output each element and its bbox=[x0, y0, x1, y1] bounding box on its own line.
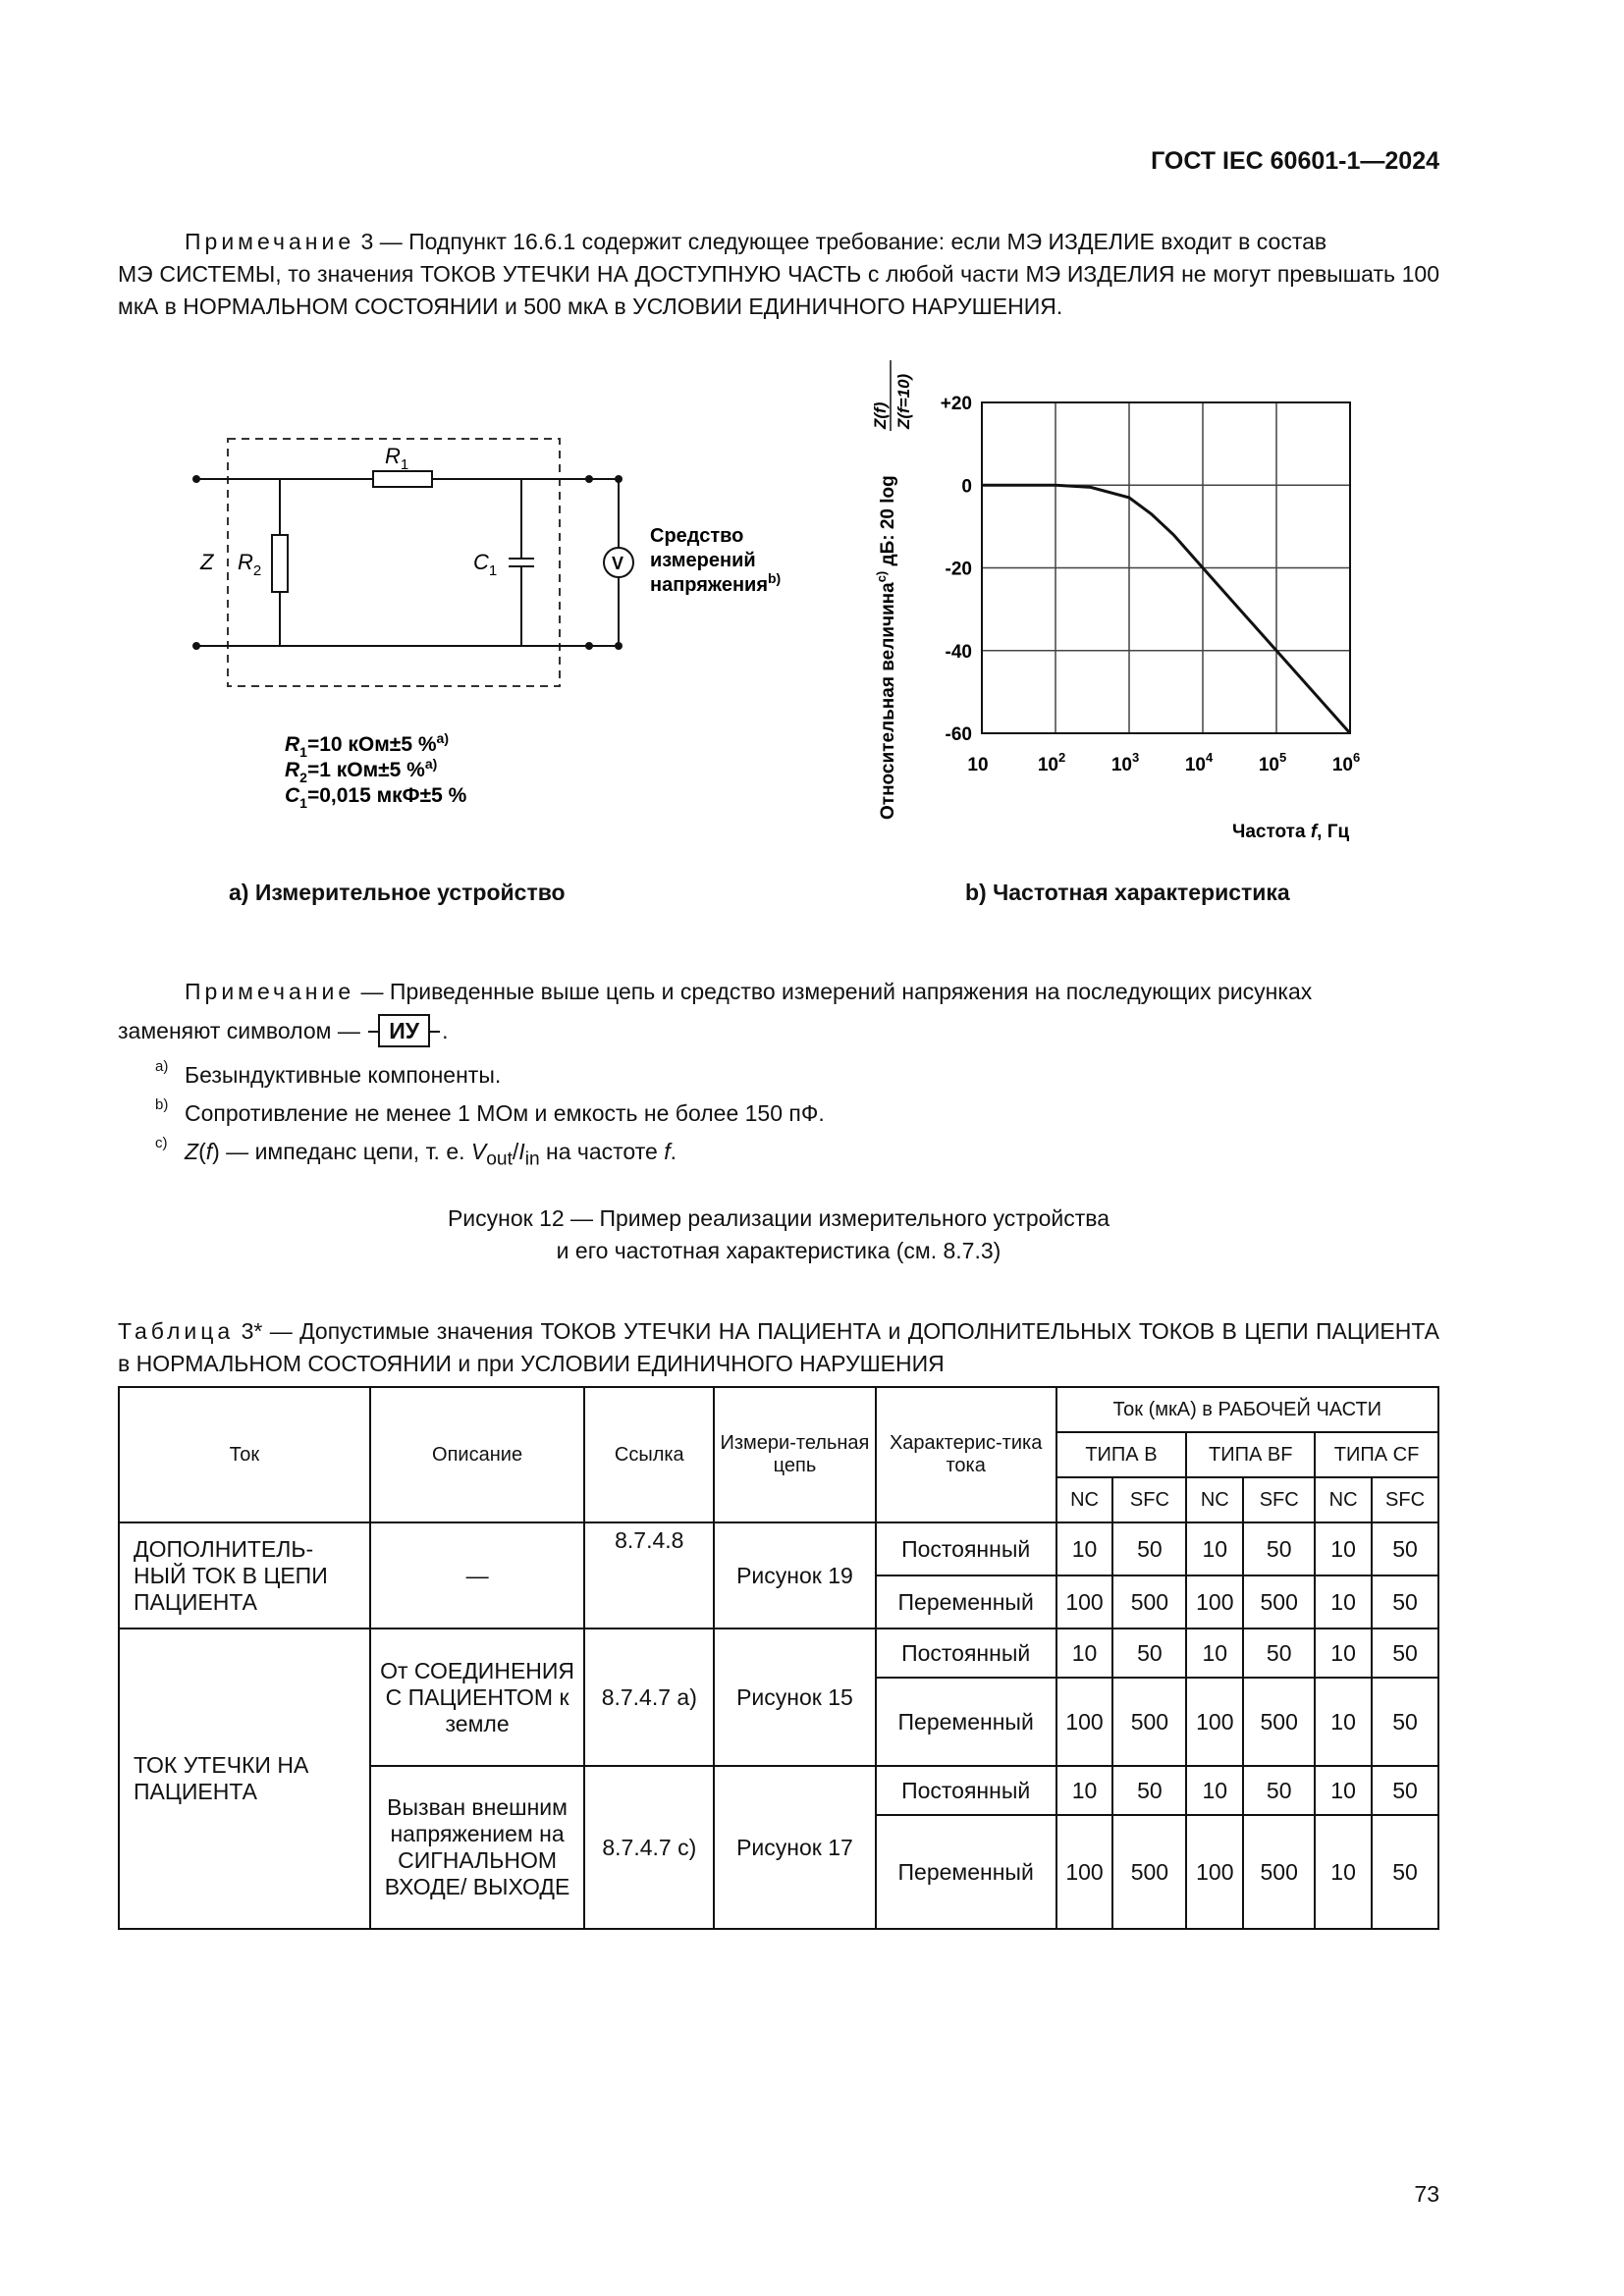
iu-symbol: ИУ bbox=[378, 1014, 430, 1047]
header-nc: NC bbox=[1315, 1477, 1372, 1522]
frequency-response-chart bbox=[854, 353, 1404, 854]
note-label: Примечание bbox=[185, 229, 355, 254]
cell-description: Вызван внешним напряжением на СИГНАЛЬНОМ ВХОДЕ/ ВЫХОДЕ bbox=[370, 1766, 585, 1929]
r1-label: $R_1$ bbox=[385, 444, 409, 473]
spec-c1: $C_1=0,015$ мкФ±5 % bbox=[285, 784, 467, 811]
header-type-b: ТИПА В bbox=[1056, 1432, 1187, 1477]
cell-value: 100 bbox=[1056, 1815, 1113, 1929]
y-tick-label: -60 bbox=[945, 724, 972, 745]
cell-value: 10 bbox=[1315, 1522, 1372, 1575]
meter-line1: Средство bbox=[650, 525, 744, 547]
spec-r2: $R_2=1$ кОм±5 %$^{a)}$ bbox=[285, 756, 438, 785]
cell-value: 10 bbox=[1186, 1629, 1243, 1678]
table-row bbox=[119, 1629, 1438, 1678]
header-sfc: SFC bbox=[1372, 1477, 1438, 1522]
cell-value: 10 bbox=[1315, 1815, 1372, 1929]
chart-grid bbox=[982, 402, 1350, 733]
cell-characteristic: Переменный bbox=[876, 1815, 1056, 1929]
cell-value: 50 bbox=[1112, 1629, 1186, 1678]
cell-description: — bbox=[370, 1522, 585, 1629]
series-line bbox=[982, 485, 1350, 733]
note-label: Примечание bbox=[185, 979, 355, 1004]
cell-value: 50 bbox=[1243, 1629, 1315, 1678]
spec-r1: $R_1=10$ кОм±5 %$^{a)}$ bbox=[285, 730, 449, 760]
note-text-line1: 3 — Подпункт 16.6.1 содержит следующее требование: если МЭ ИЗДЕЛИЕ входит в состав bbox=[354, 229, 1327, 254]
x-axis-label: Частота f, Гц bbox=[1232, 822, 1350, 842]
cell-value: 100 bbox=[1056, 1678, 1113, 1766]
y-frac-num: Z(f) bbox=[871, 401, 890, 429]
cell-value: 10 bbox=[1056, 1629, 1113, 1678]
x-tick-label: 10 bbox=[967, 755, 989, 775]
cell-description: От СОЕДИНЕНИЯ С ПАЦИЕНТОМ к земле bbox=[370, 1629, 585, 1766]
cell-characteristic: Постоянный bbox=[876, 1766, 1056, 1815]
cell-value: 50 bbox=[1372, 1678, 1438, 1766]
figure-caption: Рисунок 12 — Пример реализации измерительного устройства и его частотная характеристика (см. 8.7.3) bbox=[447, 1205, 1110, 1263]
cell-value: 10 bbox=[1056, 1522, 1113, 1575]
header-applied-part: Ток (мкА) в РАБОЧЕЙ ЧАСТИ bbox=[1056, 1387, 1438, 1432]
x-tick-label: $10^5$ bbox=[1258, 750, 1287, 775]
caption-a: а) Измерительное устройство bbox=[229, 880, 566, 905]
cell-value: 50 bbox=[1112, 1766, 1186, 1815]
cell-value: 50 bbox=[1372, 1629, 1438, 1678]
header-reference: Ссылка bbox=[584, 1387, 714, 1522]
cell-value: 500 bbox=[1112, 1678, 1186, 1766]
page-number: 73 bbox=[1414, 2181, 1439, 2207]
cell-circuit: Рисунок 19 bbox=[714, 1522, 876, 1629]
cell-characteristic: Постоянный bbox=[876, 1629, 1056, 1678]
y-tick-label: 0 bbox=[961, 476, 972, 498]
leakage-current-table bbox=[118, 1386, 1439, 1930]
header-sfc: SFC bbox=[1112, 1477, 1186, 1522]
x-tick-label: $10^4$ bbox=[1184, 750, 1214, 775]
cell-value: 500 bbox=[1112, 1815, 1186, 1929]
cell-value: 50 bbox=[1372, 1766, 1438, 1815]
x-tick-label: $10^3$ bbox=[1110, 750, 1140, 775]
meter-line3: напряжения$^{b)}$ bbox=[650, 570, 782, 596]
cell-value: 100 bbox=[1056, 1575, 1113, 1629]
document-header: ГОСТ IEC 60601-1—2024 bbox=[1151, 147, 1439, 175]
cell-value: 50 bbox=[1372, 1815, 1438, 1929]
cell-circuit: Рисунок 15 bbox=[714, 1629, 876, 1766]
v-label: V bbox=[612, 554, 624, 573]
cell-reference: 8.7.4.7 а) bbox=[584, 1629, 714, 1766]
note-iu bbox=[118, 972, 1439, 1050]
header-description: Описание bbox=[370, 1387, 585, 1522]
cell-value: 10 bbox=[1315, 1678, 1372, 1766]
cell-value: 10 bbox=[1315, 1766, 1372, 1815]
cell-value: 500 bbox=[1243, 1678, 1315, 1766]
y-frac-den: Z(f=10) bbox=[894, 373, 913, 429]
meter-line2: измерений bbox=[650, 550, 756, 571]
footnote-c: c) Z(f) — импеданс цепи, т. е. $V_{out}/I_{in}$ на частоте f. bbox=[155, 1135, 677, 1170]
header-circuit: Измери-тельная цепь bbox=[714, 1387, 876, 1522]
note-3 bbox=[118, 226, 1439, 323]
note-iu-line2: заменяют символом — bbox=[118, 1018, 367, 1043]
svg-text:Относительная величинаc) дБ: 2: Относительная величина$^{c)}$ дБ: 20 log bbox=[874, 475, 898, 820]
cell-value: 100 bbox=[1186, 1815, 1243, 1929]
footnote-b: b) Сопротивление не менее 1 МОм и емкость не более 150 пФ. bbox=[155, 1096, 825, 1126]
x-tick-label: $10^2$ bbox=[1037, 750, 1066, 775]
table-row bbox=[119, 1522, 1438, 1575]
cell-value: 10 bbox=[1056, 1766, 1113, 1815]
x-tick-label: $10^6$ bbox=[1331, 750, 1361, 775]
y-tick-label: +20 bbox=[940, 394, 972, 414]
header-current: Ток bbox=[119, 1387, 370, 1522]
cell-value: 500 bbox=[1112, 1575, 1186, 1629]
footnote-a: a) Безындуктивные компоненты. bbox=[155, 1058, 502, 1088]
resistor-r2 bbox=[272, 535, 288, 592]
z-label: Z bbox=[200, 550, 214, 574]
note-iu-end: . bbox=[442, 1018, 449, 1043]
x-tick-labels bbox=[967, 750, 1360, 775]
cell-value: 500 bbox=[1243, 1575, 1315, 1629]
cell-current: ДОПОЛНИТЕЛЬ-НЫЙ ТОК В ЦЕПИ ПАЦИЕНТА bbox=[119, 1522, 370, 1629]
cell-value: 10 bbox=[1186, 1522, 1243, 1575]
r2-label: $R_2$ bbox=[238, 550, 262, 579]
cell-value: 50 bbox=[1372, 1522, 1438, 1575]
cell-characteristic: Постоянный bbox=[876, 1522, 1056, 1575]
cell-value: 10 bbox=[1315, 1629, 1372, 1678]
cell-value: 50 bbox=[1243, 1522, 1315, 1575]
cell-value: 50 bbox=[1112, 1522, 1186, 1575]
c1-label: $C_1$ bbox=[473, 550, 498, 579]
header-characteristic: Характерис-тика тока bbox=[876, 1387, 1056, 1522]
cell-value: 500 bbox=[1243, 1815, 1315, 1929]
header-nc: NC bbox=[1186, 1477, 1243, 1522]
note-text-rest: МЭ СИСТЕМЫ, то значения ТОКОВ УТЕЧКИ НА ДОСТУПНУЮ ЧАСТЬ с любой части МЭ ИЗДЕЛИЯ не могут превышать 100 мкА в НОРМАЛЬНОМ СОСТОЯНИИ и 500 мкА в УСЛОВИИ ЕДИНИЧНОГО НАРУШЕНИЯ. bbox=[118, 261, 1439, 319]
cell-circuit: Рисунок 17 bbox=[714, 1766, 876, 1929]
circuit-diagram bbox=[177, 422, 844, 825]
cell-characteristic: Переменный bbox=[876, 1575, 1056, 1629]
resistor-r1 bbox=[373, 471, 432, 487]
cell-reference: 8.7.4.7 c) bbox=[584, 1766, 714, 1929]
cell-value: 10 bbox=[1186, 1766, 1243, 1815]
cell-value: 100 bbox=[1186, 1678, 1243, 1766]
cell-value: 100 bbox=[1186, 1575, 1243, 1629]
header-type-cf: ТИПА CF bbox=[1315, 1432, 1438, 1477]
table-title: Таблица 3* — Допустимые значения ТОКОВ УТЕЧКИ НА ПАЦИЕНТА и ДОПОЛНИТЕЛЬНЫХ ТОКОВ В ЦЕПИ ПАЦИЕНТА в НОРМАЛЬНОМ СОСТОЯНИИ и при УСЛОВИИ ЕДИНИЧНОГО НАРУШЕНИЯ bbox=[118, 1318, 1439, 1376]
cell-current: ТОК УТЕЧКИ НА ПАЦИЕНТА bbox=[119, 1629, 370, 1929]
y-axis-label bbox=[871, 360, 913, 820]
cell-reference: 8.7.4.8 bbox=[584, 1522, 714, 1629]
header-nc: NC bbox=[1056, 1477, 1113, 1522]
cell-value: 50 bbox=[1243, 1766, 1315, 1815]
cell-characteristic: Переменный bbox=[876, 1678, 1056, 1766]
note-iu-line1: — Приведенные выше цепь и средство измерений напряжения на последующих рисунках bbox=[354, 979, 1313, 1004]
caption-b: b) Частотная характеристика bbox=[965, 880, 1290, 905]
y-tick-label: -20 bbox=[945, 559, 972, 580]
header-sfc: SFC bbox=[1243, 1477, 1315, 1522]
y-tick-label: -40 bbox=[945, 641, 972, 663]
header-type-bf: ТИПА BF bbox=[1186, 1432, 1315, 1477]
y-tick-labels bbox=[941, 394, 972, 745]
cell-value: 50 bbox=[1372, 1575, 1438, 1629]
cell-value: 10 bbox=[1315, 1575, 1372, 1629]
